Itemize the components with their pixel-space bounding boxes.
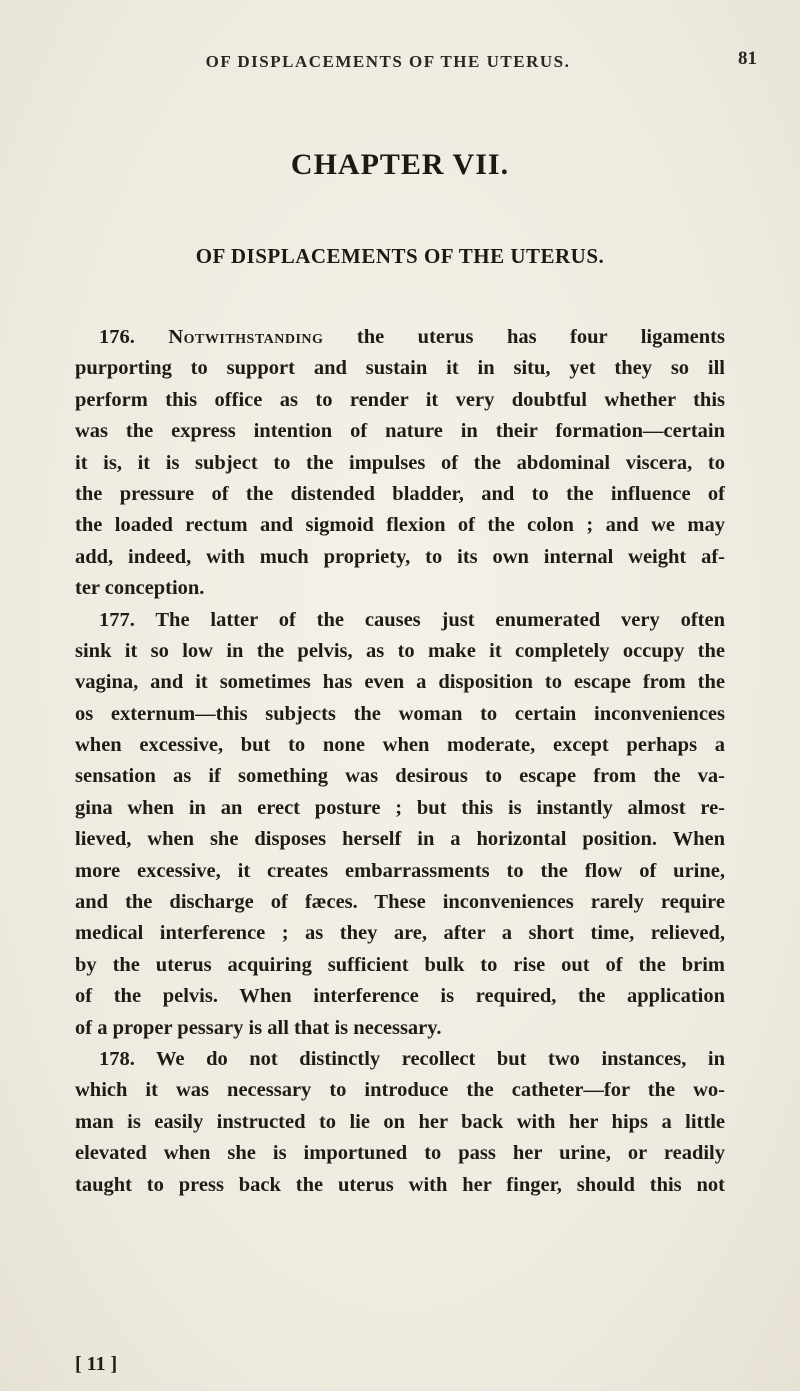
text-line: the pressure of the distended bladder, and to the influence of	[75, 482, 725, 505]
text-line: 176. Notwithstanding the uterus has four ligaments	[99, 326, 725, 348]
text-line: os externum—this subjects the woman to certain inconveniences	[75, 702, 725, 725]
text-line: sink it so low in the pelvis, as to make it completely occupy the	[75, 639, 725, 662]
text-line: purporting to support and sustain it in situ, yet they so ill	[75, 357, 725, 380]
text-line: it is, it is subject to the impulses of the abdominal viscera, to	[75, 451, 725, 474]
text-line: vagina, and it sometimes has even a disposition to escape from the	[75, 671, 725, 694]
text-line: the loaded rectum and sigmoid flexion of the colon ; and we may	[75, 514, 725, 537]
text-line: more excessive, it creates embarrassments to the flow of urine,	[75, 859, 725, 882]
text-line: 178. We do not distinctly recollect but two instances, in	[99, 1047, 725, 1070]
text-line: gina when in an erect posture ; but this is instantly almost re-	[75, 796, 725, 819]
text-line: by the uterus acquiring sufficient bulk to rise out of the brim	[75, 953, 725, 976]
body-text	[75, 322, 725, 1201]
text-line: of the pelvis. When interference is required, the application	[75, 985, 725, 1008]
paragraph-number: 178.	[99, 1047, 135, 1070]
text-line: taught to press back the uterus with her finger, should this not	[75, 1173, 725, 1196]
paragraph-number: 177.	[99, 608, 135, 631]
page-number: 81	[738, 48, 757, 69]
text-line: of a proper pessary is all that is necessary.	[75, 1016, 442, 1039]
text-line: was the express intention of nature in their formation—certain	[75, 420, 725, 443]
text-line: lieved, when she disposes herself in a horizontal position. When	[75, 828, 725, 851]
section-title: OF DISPLACEMENTS OF THE UTERUS.	[195, 244, 605, 268]
text-line: sensation as if something was desirous to escape from the va-	[75, 765, 725, 788]
text-line: when excessive, but to none when moderate, except perhaps a	[75, 734, 725, 757]
text-line: ter conception.	[75, 577, 205, 600]
text-line: and the discharge of fæces. These inconveniences rarely require	[75, 891, 725, 914]
signature-mark: [ 11 ]	[75, 1353, 118, 1375]
text-line: man is easily instructed to lie on her back with her hips a little	[75, 1110, 725, 1133]
text-line: medical interference ; as they are, after a short time, relieved,	[75, 922, 725, 945]
text-line: 177. The latter of the causes just enumerated very often	[99, 608, 725, 631]
text-line: add, indeed, with much propriety, to its own internal weight af-	[75, 545, 725, 568]
text-line: which it was necessary to introduce the catheter—for the wo-	[75, 1079, 725, 1102]
small-caps-lead: Notwithstanding	[168, 326, 324, 348]
chapter-title: CHAPTER VII.	[290, 148, 510, 181]
text-line: perform this office as to render it very doubtful whether this	[75, 388, 725, 411]
paragraph-number: 176.	[99, 326, 135, 348]
running-head: OF DISPLACEMENTS OF THE UTERUS.	[205, 52, 571, 71]
text-line: elevated when she is importuned to pass her urine, or readily	[75, 1142, 725, 1165]
